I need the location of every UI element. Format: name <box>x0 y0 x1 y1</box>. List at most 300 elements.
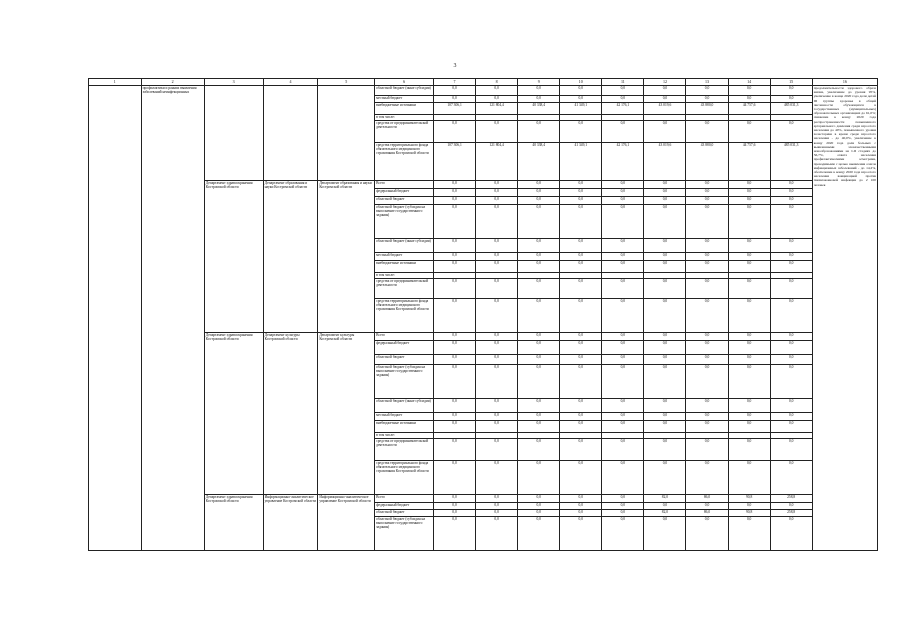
amount-cell: 0,0 <box>728 189 770 197</box>
amount-cell: 0,0 <box>686 96 728 103</box>
amount-cell: 0,0 <box>728 413 770 421</box>
amount-cell: 0,0 <box>518 333 560 341</box>
row-number-cell <box>89 86 142 551</box>
amount-cell: 0,0 <box>518 439 560 461</box>
amount-cell: 0,0 <box>602 517 644 551</box>
amount-cell: 0,0 <box>644 253 686 261</box>
column-number: 5 <box>318 79 375 86</box>
amount-cell: 0,0 <box>434 421 476 433</box>
amount-cell: 0,0 <box>770 299 812 333</box>
amount-cell: 0,0 <box>602 461 644 495</box>
amount-cell: 0,0 <box>602 239 644 253</box>
amount-cell: 0,0 <box>644 96 686 103</box>
amount-cell: 0,0 <box>560 399 602 413</box>
amount-cell: 0,0 <box>728 197 770 205</box>
amount-cell: 0,0 <box>728 96 770 103</box>
amount-cell: 0,0 <box>728 181 770 189</box>
amount-cell: 107 306,1 <box>434 143 476 181</box>
amount-cell: 0,0 <box>518 341 560 355</box>
amount-cell: 0,0 <box>518 495 560 503</box>
amount-cell: 0,0 <box>560 495 602 503</box>
amount-cell: 0,0 <box>770 399 812 413</box>
responsible-executor-cell: Департамент здравоохранения Костромской области <box>204 333 263 495</box>
coexecutor-cell <box>263 86 318 181</box>
amount-cell: 0,0 <box>518 399 560 413</box>
amount-cell: 0,0 <box>434 413 476 421</box>
amount-cell: 0,0 <box>476 517 518 551</box>
amount-cell: 0,0 <box>434 239 476 253</box>
amount-cell: 0,0 <box>644 355 686 365</box>
amount-cell: 0,0 <box>602 399 644 413</box>
amount-cell: 0,0 <box>686 299 728 333</box>
amount-cell: 0,0 <box>434 205 476 239</box>
table-row <box>89 495 878 503</box>
amount-cell: 0,0 <box>770 279 812 299</box>
amount-cell: 0,0 <box>770 205 812 239</box>
amount-cell: 0,0 <box>686 253 728 261</box>
amount-cell: 0,0 <box>686 121 728 143</box>
amount-cell: 0,0 <box>770 181 812 189</box>
amount-cell: 0,0 <box>602 181 644 189</box>
amount-cell: 0,0 <box>602 341 644 355</box>
amount-cell: 0,0 <box>644 197 686 205</box>
coexecutor-cell: Департамент образования и науки Костромской области <box>263 181 318 333</box>
amount-cell: 0,0 <box>560 121 602 143</box>
amount-cell: 0,0 <box>560 341 602 355</box>
amount-cell: 0,0 <box>770 421 812 433</box>
amount-cell: 0,0 <box>686 261 728 273</box>
amount-cell: 0,0 <box>560 503 602 510</box>
amount-cell: 0,0 <box>518 279 560 299</box>
amount-cell: 43 019,6 <box>644 143 686 181</box>
amount-cell: 0,0 <box>434 96 476 103</box>
amount-cell: 0,0 <box>560 510 602 517</box>
amount-cell: 0,0 <box>770 461 812 495</box>
amount-cell: 0,0 <box>476 253 518 261</box>
amount-cell: 42 176,1 <box>602 103 644 115</box>
amount-cell: 0,0 <box>476 355 518 365</box>
amount-cell: 0,0 <box>560 461 602 495</box>
table-row <box>89 181 878 189</box>
amount-cell: 0,0 <box>728 205 770 239</box>
amount-cell: 0,0 <box>602 355 644 365</box>
column-number: 4 <box>263 79 318 86</box>
amount-cell: 0,0 <box>476 96 518 103</box>
funding-source-cell: федеральный бюджет <box>375 189 434 197</box>
amount-cell: 0,0 <box>728 461 770 495</box>
amount-cell: 0,0 <box>770 365 812 399</box>
funding-source-cell: средства от предпринимательской деятельности <box>375 279 434 299</box>
amount-cell: 0,0 <box>518 365 560 399</box>
amount-cell: 0,0 <box>476 279 518 299</box>
amount-cell: 0,0 <box>476 503 518 510</box>
amount-cell: 0,0 <box>770 253 812 261</box>
amount-cell: 0,0 <box>476 333 518 341</box>
amount-cell: 0,0 <box>560 189 602 197</box>
amount-cell: 0,0 <box>434 181 476 189</box>
amount-cell: 0,0 <box>476 239 518 253</box>
amount-cell: 0,0 <box>728 333 770 341</box>
amount-cell: 0,0 <box>686 341 728 355</box>
amount-cell: 0,0 <box>434 121 476 143</box>
amount-cell: 0,0 <box>770 96 812 103</box>
amount-cell: 0,0 <box>602 189 644 197</box>
amount-cell: 0,0 <box>434 341 476 355</box>
amount-cell: 0,0 <box>476 205 518 239</box>
funding-source-cell: местный бюджет <box>375 413 434 421</box>
amount-cell: 0,0 <box>434 279 476 299</box>
amount-cell: 0,0 <box>518 413 560 421</box>
amount-cell: 0,0 <box>518 253 560 261</box>
amount-cell: 0,0 <box>728 517 770 551</box>
amount-cell: 0,0 <box>560 355 602 365</box>
amount-cell: 0,0 <box>476 341 518 355</box>
amount-cell: 40 338,4 <box>518 143 560 181</box>
amount-cell: 121 804,4 <box>476 143 518 181</box>
amount-cell: 0,0 <box>560 333 602 341</box>
amount-cell: 0,0 <box>434 299 476 333</box>
amount-cell: 0,0 <box>518 121 560 143</box>
funding-source-cell: областной бюджет (субсидия на выполнение государственного задания) <box>375 205 434 239</box>
amount-cell: 0,0 <box>602 421 644 433</box>
amount-cell: 86,0 <box>686 510 728 517</box>
amount-cell: 0,0 <box>434 86 476 96</box>
amount-cell: 0,0 <box>560 439 602 461</box>
amount-cell: 0,0 <box>434 355 476 365</box>
amount-cell: 0,0 <box>770 197 812 205</box>
amount-cell: 0,0 <box>518 517 560 551</box>
amount-cell: 0,0 <box>476 413 518 421</box>
amount-cell: 0,0 <box>560 517 602 551</box>
amount-cell: 0,0 <box>518 197 560 205</box>
column-number: 9 <box>518 79 560 86</box>
amount-cell: 0,0 <box>434 503 476 510</box>
amount-cell: 0,0 <box>770 189 812 197</box>
funding-source-cell: областной бюджет (иные субсидии) <box>375 239 434 253</box>
amount-cell: 0,0 <box>644 341 686 355</box>
table-row <box>89 333 878 341</box>
amount-cell: 0,0 <box>560 413 602 421</box>
amount-cell: 0,0 <box>602 205 644 239</box>
amount-cell: 90,8 <box>728 510 770 517</box>
amount-cell: 0,0 <box>476 461 518 495</box>
amount-cell: 0,0 <box>644 299 686 333</box>
amount-cell: 0,0 <box>560 96 602 103</box>
amount-cell: 0,0 <box>518 86 560 96</box>
funding-source-cell: местный бюджет <box>375 253 434 261</box>
amount-cell: 0,0 <box>434 261 476 273</box>
table-row <box>89 86 878 96</box>
funding-source-cell: в том числе: <box>375 273 434 279</box>
amount-cell: 0,0 <box>518 205 560 239</box>
amount-cell: 0,0 <box>602 503 644 510</box>
amount-cell: 0,0 <box>728 421 770 433</box>
amount-cell: 0,0 <box>602 333 644 341</box>
amount-cell: 0,0 <box>476 121 518 143</box>
amount-cell: 0,0 <box>560 253 602 261</box>
amount-cell: 42 176,1 <box>602 143 644 181</box>
amount-cell: 0,0 <box>560 86 602 96</box>
page-number: 3 <box>453 63 457 69</box>
amount-cell: 0,0 <box>602 261 644 273</box>
coexecutor-cell: Информационно-аналитическое управление Костромской области <box>263 495 318 551</box>
amount-cell: 0,0 <box>770 355 812 365</box>
amount-cell: 0,0 <box>644 333 686 341</box>
activity-name-cell: профилактики и ранних выявления заболеваний неинфекционных <box>141 86 204 551</box>
amount-cell: 0,0 <box>644 461 686 495</box>
amount-cell: 0,0 <box>602 439 644 461</box>
amount-cell: 41 349,1 <box>560 103 602 115</box>
funding-source-cell: Всего <box>375 495 434 503</box>
amount-cell: 485 031,3 <box>770 103 812 115</box>
amount-cell: 0,0 <box>560 299 602 333</box>
amount-cell: 0,0 <box>518 239 560 253</box>
amount-cell: 0,0 <box>476 510 518 517</box>
amount-cell: 0,0 <box>602 86 644 96</box>
amount-cell: 0,0 <box>518 510 560 517</box>
funding-source-cell: областной бюджет (иные субсидии) <box>375 86 434 96</box>
amount-cell: 0,0 <box>644 181 686 189</box>
amount-cell: 0,0 <box>476 181 518 189</box>
amount-cell: 0,0 <box>434 333 476 341</box>
amount-cell: 0,0 <box>434 461 476 495</box>
amount-cell: 0,0 <box>770 439 812 461</box>
amount-cell: 0,0 <box>476 421 518 433</box>
amount-cell: 0,0 <box>434 399 476 413</box>
amount-cell: 0,0 <box>476 495 518 503</box>
amount-cell: 485 031,3 <box>770 143 812 181</box>
amount-cell: 0,0 <box>518 189 560 197</box>
amount-cell: 82,0 <box>644 510 686 517</box>
amount-cell: 0,0 <box>686 205 728 239</box>
amount-cell: 0,0 <box>686 181 728 189</box>
amount-cell: 0,0 <box>602 510 644 517</box>
amount-cell: 0,0 <box>728 439 770 461</box>
amount-cell: 0,0 <box>770 261 812 273</box>
funding-source-cell: областной бюджет <box>375 197 434 205</box>
funding-source-cell: местный бюджет <box>375 96 434 103</box>
amount-cell: 0,0 <box>518 355 560 365</box>
amount-cell: 0,0 <box>476 197 518 205</box>
amount-cell: 0,0 <box>644 189 686 197</box>
amount-cell: 0,0 <box>686 439 728 461</box>
amount-cell: 0,0 <box>686 399 728 413</box>
amount-cell: 0,0 <box>518 421 560 433</box>
amount-cell: 43 880,0 <box>686 103 728 115</box>
amount-cell: 0,0 <box>644 421 686 433</box>
amount-cell: 0,0 <box>686 413 728 421</box>
amount-cell: 0,0 <box>518 461 560 495</box>
amount-cell: 0,0 <box>476 365 518 399</box>
expected-result-cell: продолжительности здорового образа жизни, увеличение до уровня 95%, увеличение в конце 2020 года доли детей III группы здоровья в общей численности обучающихся в государственных (муниципальных) образовательных организациях до 61,0%; снижение к концу 2020 года распространенности повышенного артериального давления среди взрослого населения до 40%, повышенного уровня холестерина в крови среди взрослого населения - до 40,0%, увеличение к концу 2020 года доли больных с выявленными злокачественными новообразованиями на I-II стадиях до 56,7%, охвата населения профилактическими осмотрами, проводимыми с целью выявления очагов инфекционных заболеваний - до 14,2%, обеспечение к концу 2020 года взрослого населения вакцинацией против пневмококковой инфекции до 2 100 человек <box>812 86 877 551</box>
funding-source-cell: областной бюджет <box>375 355 434 365</box>
column-number: 13 <box>686 79 728 86</box>
funding-source-cell: внебюджетные источники <box>375 261 434 273</box>
amount-cell: 0,0 <box>686 355 728 365</box>
amount-cell: 0,0 <box>686 197 728 205</box>
amount-cell: 0,0 <box>770 503 812 510</box>
amount-cell: 0,0 <box>728 253 770 261</box>
amount-cell: 0,0 <box>770 333 812 341</box>
amount-cell: 43 880,0 <box>686 143 728 181</box>
column-number: 2 <box>141 79 204 86</box>
amount-cell: 0,0 <box>602 279 644 299</box>
funding-source-cell: областной бюджет (субсидия на выполнение государственного задания) <box>375 365 434 399</box>
amount-cell: 0,0 <box>476 261 518 273</box>
column-number: 12 <box>644 79 686 86</box>
amount-cell: 0,0 <box>644 517 686 551</box>
amount-cell: 0,0 <box>518 503 560 510</box>
amount-cell: 0,0 <box>602 365 644 399</box>
amount-cell: 0,0 <box>560 197 602 205</box>
amount-cell: 0,0 <box>434 439 476 461</box>
amount-cell: 0,0 <box>476 86 518 96</box>
column-number: 8 <box>476 79 518 86</box>
amount-cell: 0,0 <box>686 365 728 399</box>
amount-cell: 0,0 <box>434 189 476 197</box>
amount-cell: 0,0 <box>560 239 602 253</box>
amount-cell: 0,0 <box>560 181 602 189</box>
funding-source-cell: областной бюджет <box>375 510 434 517</box>
amount-cell: 0,0 <box>686 86 728 96</box>
amount-cell: 0,0 <box>476 189 518 197</box>
funding-source-cell: средства от предпринимательской деятельности <box>375 439 434 461</box>
amount-cell: 0,0 <box>728 503 770 510</box>
participant-cell: Департамент образования и науки Костромской области <box>318 181 375 333</box>
amount-cell: 0,0 <box>434 495 476 503</box>
amount-cell: 0,0 <box>644 439 686 461</box>
amount-cell: 0,0 <box>644 503 686 510</box>
amount-cell: 0,0 <box>476 439 518 461</box>
funding-source-cell: средства территориального фонда обязательного медицинского страхования Костромской области <box>375 461 434 495</box>
amount-cell: 0,0 <box>518 261 560 273</box>
amount-cell: 0,0 <box>560 205 602 239</box>
amount-cell: 0,0 <box>560 365 602 399</box>
funding-source-cell: внебюджетные источники <box>375 103 434 115</box>
column-number: 1 <box>89 79 142 86</box>
funding-source-cell: средства от предпринимательской деятельности <box>375 121 434 143</box>
amount-cell: 0,0 <box>770 239 812 253</box>
amount-cell: 0,0 <box>770 121 812 143</box>
budget-table <box>88 78 878 551</box>
amount-cell: 0,0 <box>770 517 812 551</box>
amount-cell: 0,0 <box>476 299 518 333</box>
amount-cell: 0,0 <box>686 517 728 551</box>
amount-cell: 41 349,1 <box>560 143 602 181</box>
funding-source-cell: областной бюджет (иные субсидии) <box>375 399 434 413</box>
column-number: 15 <box>770 79 812 86</box>
amount-cell: 0,0 <box>476 399 518 413</box>
amount-cell: 0,0 <box>770 86 812 96</box>
column-number: 6 <box>375 79 434 86</box>
column-number: 14 <box>728 79 770 86</box>
responsible-executor-cell <box>204 86 263 181</box>
amount-cell: 0,0 <box>602 299 644 333</box>
funding-source-cell: средства территориального фонда обязательного медицинского страхования Костромской области <box>375 299 434 333</box>
amount-cell: 0,0 <box>644 261 686 273</box>
amount-cell: 0,0 <box>434 197 476 205</box>
amount-cell: 0,0 <box>686 461 728 495</box>
amount-cell: 0,0 <box>728 86 770 96</box>
amount-cell: 0,0 <box>686 503 728 510</box>
amount-cell: 0,0 <box>728 299 770 333</box>
amount-cell: 0,0 <box>686 279 728 299</box>
amount-cell: 0,0 <box>686 333 728 341</box>
amount-cell: 0,0 <box>644 86 686 96</box>
column-number: 16 <box>812 79 877 86</box>
amount-cell: 0,0 <box>770 413 812 421</box>
amount-cell: 0,0 <box>434 253 476 261</box>
amount-cell: 0,0 <box>602 197 644 205</box>
responsible-executor-cell: Департамент здравоохранения Костромской области <box>204 495 263 551</box>
amount-cell: 107 306,1 <box>434 103 476 115</box>
amount-cell: 0,0 <box>644 239 686 253</box>
coexecutor-cell: Департамент культуры Костромской области <box>263 333 318 495</box>
amount-cell: 0,0 <box>644 205 686 239</box>
amount-cell: 82,0 <box>644 495 686 503</box>
amount-cell: 0,0 <box>728 261 770 273</box>
funding-source-cell: федеральный бюджет <box>375 341 434 355</box>
amount-cell: 0,0 <box>728 341 770 355</box>
amount-cell: 0,0 <box>770 341 812 355</box>
funding-source-cell: областной бюджет (субсидия на выполнение государственного задания) <box>375 517 434 551</box>
amount-cell: 0,0 <box>602 413 644 421</box>
amount-cell: 0,0 <box>518 181 560 189</box>
amount-cell: 0,0 <box>686 189 728 197</box>
funding-source-cell: в том числе: <box>375 115 434 121</box>
amount-cell: 0,0 <box>434 365 476 399</box>
amount-cell: 0,0 <box>686 239 728 253</box>
amount-cell: 258,8 <box>770 510 812 517</box>
column-number: 10 <box>560 79 602 86</box>
funding-source-cell: внебюджетные источники <box>375 421 434 433</box>
column-number: 11 <box>602 79 644 86</box>
amount-cell: 258,8 <box>770 495 812 503</box>
amount-cell: 44 757,6 <box>728 103 770 115</box>
amount-cell: 0,0 <box>644 399 686 413</box>
amount-cell: 0,0 <box>644 121 686 143</box>
amount-cell: 0,0 <box>644 365 686 399</box>
responsible-executor-cell: Департамент здравоохранения Костромской области <box>204 181 263 333</box>
column-number: 3 <box>204 79 263 86</box>
participant-cell <box>318 86 375 181</box>
header-row <box>89 79 878 86</box>
amount-cell: 86,0 <box>686 495 728 503</box>
amount-cell: 44 757,6 <box>728 143 770 181</box>
amount-cell: 0,0 <box>728 399 770 413</box>
funding-source-cell: федеральный бюджет <box>375 503 434 510</box>
participant-cell: Информационно-аналитическое управление Костромской области <box>318 495 375 551</box>
amount-cell: 0,0 <box>518 299 560 333</box>
amount-cell: 0,0 <box>560 279 602 299</box>
amount-cell: 0,0 <box>602 495 644 503</box>
amount-cell: 43 019,6 <box>644 103 686 115</box>
amount-cell: 0,0 <box>728 121 770 143</box>
amount-cell: 0,0 <box>644 279 686 299</box>
amount-cell: 0,0 <box>728 355 770 365</box>
amount-cell: 0,0 <box>686 421 728 433</box>
amount-cell: 0,0 <box>644 413 686 421</box>
funding-source-cell: Всего <box>375 181 434 189</box>
amount-cell: 0,0 <box>434 510 476 517</box>
amount-cell: 40 338,4 <box>518 103 560 115</box>
amount-cell: 0,0 <box>602 253 644 261</box>
amount-cell: 90,8 <box>728 495 770 503</box>
amount-cell: 0,0 <box>560 421 602 433</box>
amount-cell: 0,0 <box>518 96 560 103</box>
participant-cell: Департамент культуры Костромской области <box>318 333 375 495</box>
amount-cell: 0,0 <box>602 96 644 103</box>
